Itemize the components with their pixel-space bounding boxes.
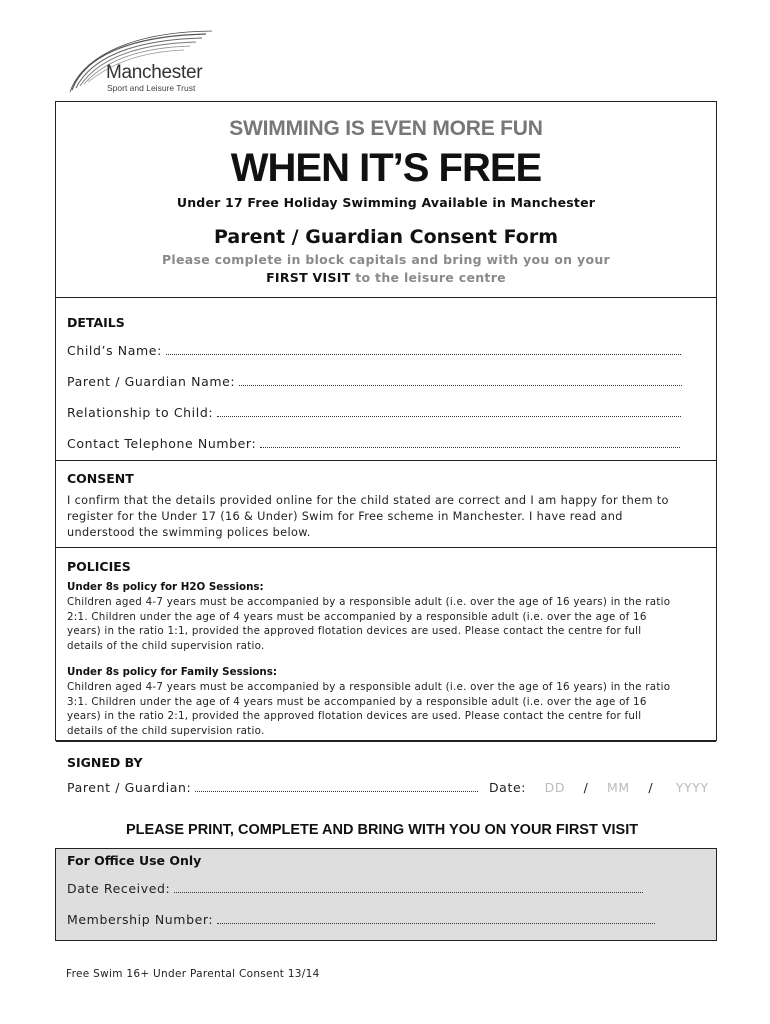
date-dd[interactable]: DD — [544, 780, 566, 795]
main-title: WHEN IT’S FREE — [230, 146, 542, 190]
membership-number-field[interactable] — [67, 912, 655, 927]
consent-line: I confirm that the details provided online for the child stated are correct and I am happy for them to — [67, 494, 669, 507]
form-title: Parent / Guardian Consent Form — [213, 226, 559, 248]
consent-section — [56, 460, 716, 547]
policy-line: years) in the ratio 2:1, provided the approved flotation devices are used. Please contact the centre for full — [67, 710, 642, 722]
relationship-line[interactable] — [217, 405, 681, 417]
instruction-line-2 — [56, 270, 716, 285]
consent-line: register for the Under 17 (16 & Under) Swim for Free scheme in Manchester. I have read and — [67, 510, 623, 523]
policy-line: 3:1. Children under the age of 4 years must be accompanied by a responsible adult (i.e. over the age of 16 — [67, 695, 647, 708]
h2o-policy-heading: Under 8s policy for H2O Sessions: — [67, 581, 264, 593]
instruction-line: Please complete in block capitals and bring with you on your — [161, 252, 611, 267]
telephone-label: Contact Telephone Number: — [67, 436, 257, 451]
policy-line: years) in the ratio 1:1, provided the approved flotation devices are used. Please contact the centre for full — [67, 625, 642, 637]
child-name-label: Child’s Name: — [67, 343, 162, 358]
family-policy-text — [67, 680, 710, 738]
manchester-logo — [66, 28, 216, 94]
consent-line: understood the swimming polices below. — [67, 526, 311, 539]
family-policy-heading: Under 8s policy for Family Sessions: — [67, 666, 278, 678]
details-title: DETAILS — [67, 315, 125, 330]
policy-line: details of the child supervision ratio. — [67, 639, 265, 652]
policy-line: Children aged 4-7 years must be accompanied by a responsible adult (i.e. over the age of 16 years) in the ratio — [67, 596, 671, 608]
membership-number-line[interactable] — [217, 912, 655, 924]
logo-subtitle: Sport and Leisure Trust — [107, 83, 196, 93]
policy-line: Children aged 4-7 years must be accompanied by a responsible adult (i.e. over the age of 16 years) in the ratio — [67, 681, 671, 693]
first-visit-text: FIRST VISIT — [266, 270, 351, 285]
instruction-rest: to the leisure centre — [350, 270, 506, 285]
footer-text: Free Swim 16+ Under Parental Consent 13/14 — [66, 968, 320, 980]
signature-field[interactable] — [67, 780, 709, 795]
telephone-line[interactable] — [260, 436, 680, 448]
logo-name: Manchester — [106, 62, 203, 83]
membership-number-label: Membership Number: — [67, 912, 214, 927]
child-name-field[interactable] — [67, 343, 681, 358]
date-yyyy[interactable]: YYYY — [675, 780, 709, 795]
date-separator: / — [583, 780, 589, 795]
date-received-label: Date Received: — [67, 881, 171, 896]
relationship-field[interactable] — [67, 405, 681, 420]
date-label: Date: — [488, 780, 527, 795]
consent-title: CONSENT — [67, 471, 134, 486]
date-received-line[interactable] — [174, 881, 643, 893]
policies-title: POLICIES — [67, 559, 131, 574]
signed-section — [56, 741, 716, 795]
pre-title: SWIMMING IS EVEN MORE FUN — [229, 117, 543, 140]
office-use-box — [55, 848, 717, 941]
parent-signature-label: Parent / Guardian: — [67, 780, 192, 795]
parent-name-line[interactable] — [239, 374, 682, 386]
policy-line: details of the child supervision ratio. — [67, 724, 265, 737]
consent-form-frame — [55, 101, 717, 795]
consent-text — [67, 493, 706, 541]
subtitle: Under 17 Free Holiday Swimming Available in Manchester — [176, 195, 596, 210]
details-section — [56, 297, 716, 460]
print-note: PLEASE PRINT, COMPLETE AND BRING WITH YOU ON YOUR FIRST VISIT — [126, 822, 639, 838]
office-title: For Office Use Only — [67, 853, 202, 868]
child-name-line[interactable] — [166, 343, 681, 355]
relationship-label: Relationship to Child: — [67, 405, 214, 420]
telephone-field[interactable] — [67, 436, 680, 451]
signature-line[interactable] — [195, 780, 478, 792]
parent-name-label: Parent / Guardian Name: — [67, 374, 236, 389]
date-separator: / — [648, 780, 654, 795]
policies-section — [56, 547, 716, 741]
parent-name-field[interactable] — [67, 374, 682, 389]
signed-title: SIGNED BY — [67, 755, 143, 770]
policy-line: 2:1. Children under the age of 4 years must be accompanied by a responsible adult (i.e. over the age of 16 — [67, 610, 647, 623]
h2o-policy-text — [67, 595, 710, 653]
date-mm[interactable]: MM — [607, 780, 630, 795]
date-received-field[interactable] — [67, 881, 643, 896]
